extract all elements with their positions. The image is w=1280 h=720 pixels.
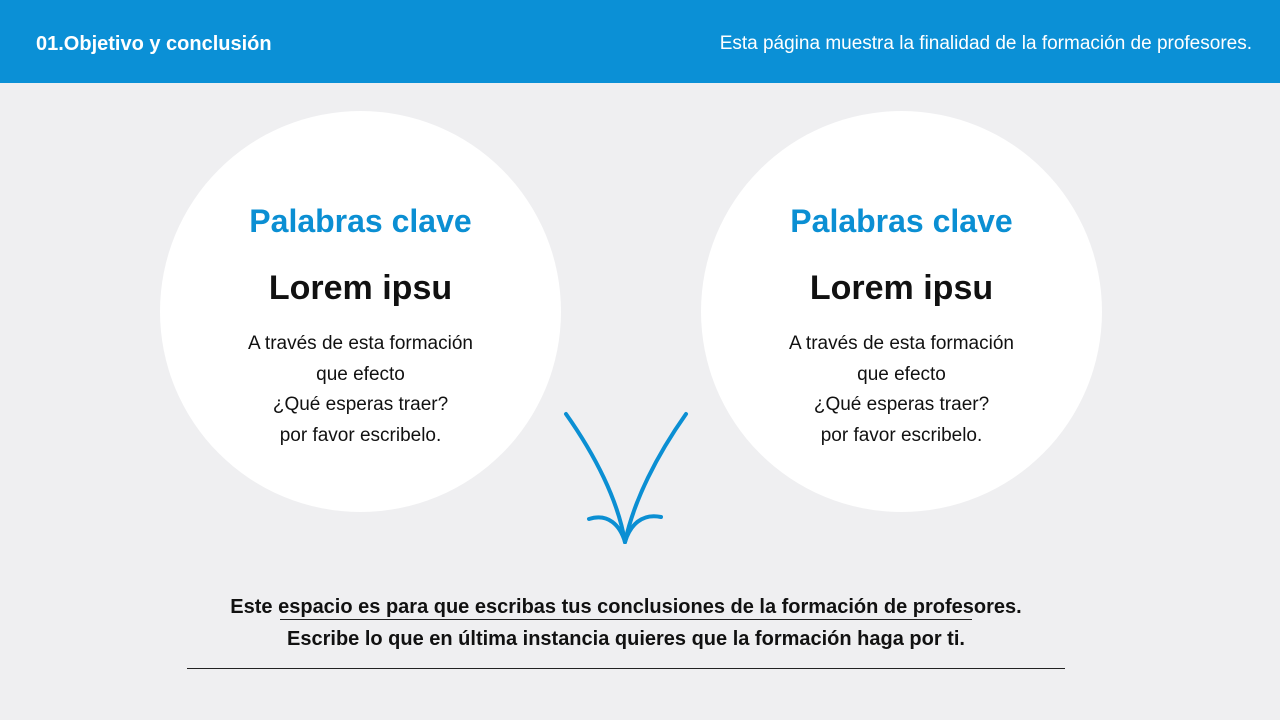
page-subtitle: Esta página muestra la finalidad de la formación de profesores. <box>719 33 1252 54</box>
keyword-circle-right <box>701 111 1102 512</box>
circle-body-line: que efecto <box>857 363 946 385</box>
circle-body-text <box>160 329 561 451</box>
conclusion-line-1: Este espacio es para que escribas tus conclusiones de la formación de profesores. <box>230 596 1022 618</box>
circle-body-line: A través de esta formación <box>789 333 1014 354</box>
circle-keyword-title: Palabras clave <box>249 203 472 239</box>
curved-arrows-down-icon <box>560 405 700 550</box>
circle-body-text <box>701 329 1102 451</box>
conclusion-line-2: Escribe lo que en última instancia quieres que la formación haga por ti. <box>287 628 965 650</box>
circle-body-line: ¿Qué esperas traer? <box>272 394 449 415</box>
divider-line <box>187 668 1065 669</box>
conclusion-underline <box>280 619 972 620</box>
circle-heading: Lorem ipsu <box>268 269 453 307</box>
circle-keyword-title: Palabras clave <box>790 203 1013 239</box>
circle-body-line: por favor escribelo. <box>820 424 983 446</box>
circle-body-line: ¿Qué esperas traer? <box>813 394 990 415</box>
page-title: 01.Objetivo y conclusión <box>36 33 272 55</box>
circle-body-line: que efecto <box>316 363 405 385</box>
circle-body-line: A través de esta formación <box>248 333 473 354</box>
circle-heading: Lorem ipsu <box>809 269 994 307</box>
keyword-circle-left <box>160 111 561 512</box>
conclusion-text <box>100 591 1152 655</box>
circle-body-line: por favor escribelo. <box>279 424 442 446</box>
header-bar <box>0 0 1280 83</box>
